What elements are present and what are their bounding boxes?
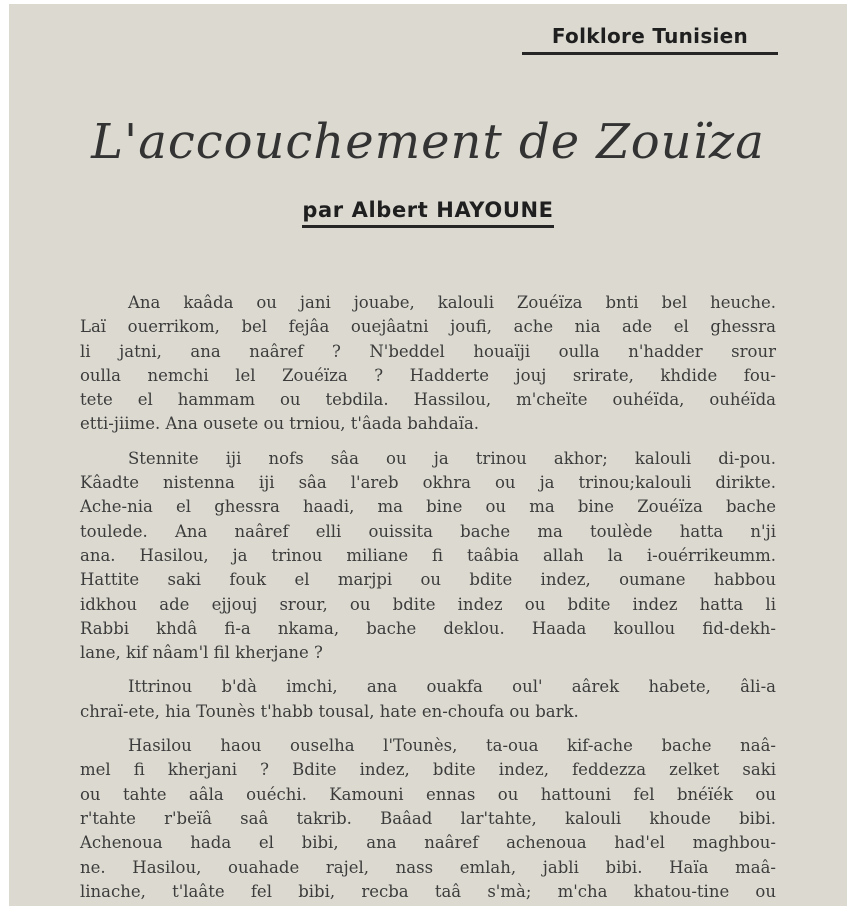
text-line: ne. Hasilou, ouahade rajel, nass emlah, jabli bibi. Haïa maâ- bbox=[80, 857, 776, 877]
article-title: L'accouchement de Zouïza bbox=[91, 114, 765, 170]
text-line: idkhou ade ejjouj srour, ou bdite indez ou bdite indez hatta li bbox=[80, 594, 776, 614]
paragraph bbox=[80, 675, 776, 724]
text-line: Stennite iji nofs sâa ou ja trinou akhor; kalouli di-pou. bbox=[128, 448, 776, 468]
text-line: Hattite saki fouk el marjpi ou bdite indez, oumane habbou bbox=[80, 570, 776, 590]
text-line: Kâadte nistenna iji sâa l'areb okhra ou ja trinou;kalouli dirikte. bbox=[80, 473, 776, 493]
text-line: ou tahte aâla ouéchi. Kamouni ennas ou hattouni fel bnéïék ou bbox=[80, 784, 776, 804]
paragraph bbox=[80, 291, 776, 437]
text-line: Rabbi khdâ fi-a nkama, bache deklou. Haada koullou fid-dekh- bbox=[80, 618, 776, 638]
paragraph bbox=[80, 447, 776, 666]
text-line: lane, kif nâam'l fil kherjane ? bbox=[80, 643, 323, 663]
text-line: etti-jiime. Ana ousete ou trniou, t'âada bahdaïa. bbox=[80, 414, 480, 434]
text-line: li jatni, ana naâref ? N'beddel houaïji oulla n'hadder srour bbox=[80, 341, 776, 361]
text-line: Ittrinou b'dà imchi, ana ouakfa oul' aârek habete, âli-a bbox=[128, 677, 776, 697]
paragraph bbox=[80, 734, 776, 904]
text-line: linache, t'laâte fel bibi, recba taâ s'mà; m'cha khatou-tine ou bbox=[80, 881, 776, 901]
text-line: oulla nemchi lel Zouéïza ? Hadderte jouj srirate, khdide fou- bbox=[80, 365, 776, 385]
text-line: r'tahte r'beïâ saâ takrib. Baâad lar'tahte, kalouli khoude bibi. bbox=[80, 808, 776, 828]
text-line: toulede. Ana naâref elli ouissita bache ma toulède hatta n'ji bbox=[80, 521, 776, 541]
article-byline: par Albert HAYOUNE bbox=[302, 198, 553, 228]
text-line: Laï ouerrikom, bel fejâa ouejâatni joufi, ache nia ade el ghessra bbox=[80, 317, 776, 337]
text-line: Hasilou haou ouselha l'Tounès, ta-oua kif-ache bache naâ- bbox=[128, 736, 776, 756]
text-line: ana. Hasilou, ja trinou miliane fi taâbia allah la i-ouérrikeumm. bbox=[80, 545, 776, 565]
text-line: Achenoua hada el bibi, ana naâref achenoua had'el maghbou- bbox=[80, 833, 776, 853]
article-body bbox=[80, 291, 776, 914]
text-line: chraï-ete, hia Tounès t'habb tousal, hate en-choufa ou bark. bbox=[80, 701, 579, 721]
text-line: mel fi kherjani ? Bdite indez, bdite indez, feddezza zelket saki bbox=[80, 760, 776, 780]
text-line: Ache-nia el ghessra haadi, ma bine ou ma bine Zouéïza bache bbox=[80, 497, 776, 517]
section-heading: Folklore Tunisien bbox=[522, 24, 778, 55]
text-line: Ana kaâda ou jani jouabe, kalouli Zouéïza bnti bel heuche. bbox=[128, 293, 776, 312]
byline-container bbox=[0, 198, 856, 228]
text-line: tete el hammam ou tebdila. Hassilou, m'cheïte ouhéïda, ouhéïda bbox=[80, 390, 776, 410]
